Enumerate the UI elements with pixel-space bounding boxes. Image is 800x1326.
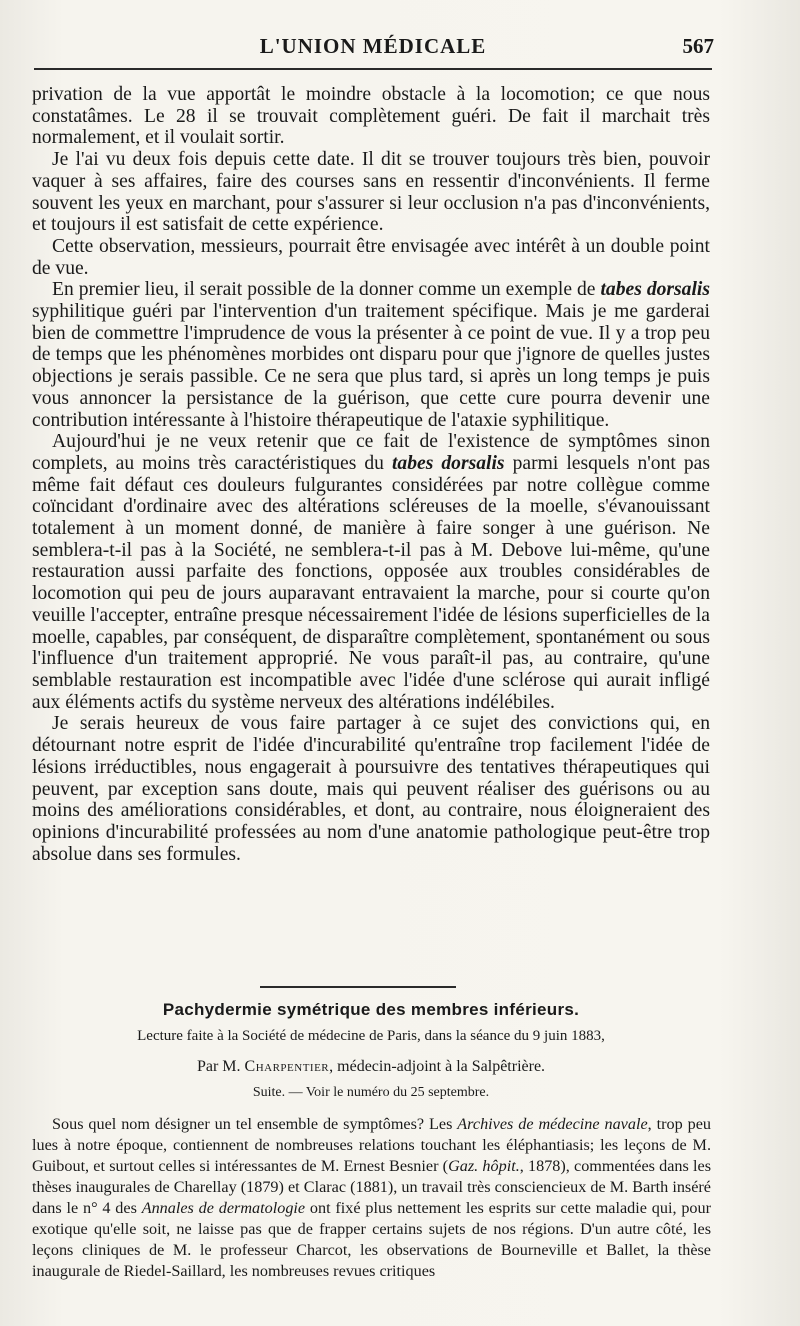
continuation-note: Suite. — Voir le numéro du 25 septembre. bbox=[252, 1085, 490, 1100]
paragraph bbox=[32, 431, 710, 713]
italic-term: Annales de dermatologie bbox=[141, 1199, 306, 1217]
paragraph bbox=[32, 1114, 711, 1282]
italic-term: Gaz. hôpit. bbox=[448, 1157, 520, 1175]
text-span: , trop peu lues à notre époque, contiennent de nombreuses relations touchant les éléphantiasis; les leçons de M. Guibout, et surtout celles si intéressantes de M. Ernest Besnier ( bbox=[32, 1115, 711, 1175]
italic-term: Archives de médecine navale bbox=[457, 1115, 648, 1133]
paragraph: Cette observation, messieurs, pourrait être envisagée avec intérêt à un double point de vue. bbox=[32, 235, 710, 279]
text-span: , 1878), commentées dans les thèses inaugurales de Charellay (1879) et Clarac (1881), un travail très consciencieux de M. Barth inséré dans le n° 4 des bbox=[32, 1157, 711, 1217]
text-span: En premier lieu, il serait possible de la donner comme un exemple de bbox=[52, 279, 601, 301]
text-span: ont fixé plus nettement les esprits sur cette maladie qui, pour exotique qu'elle soit, ne laisse pas que de frapper certains sujets de nos régions. D'un autre côté, les leçons cliniques de M. le professeur Charcot, les observations de Bourneville et Ballet, la thèse inaugurale de Riedel-Saillard, les nombreuses revues critiques bbox=[32, 1199, 711, 1280]
text-span: Sous quel nom désigner un tel ensemble de symptômes? Les bbox=[52, 1115, 458, 1133]
author-name: Charpentier bbox=[244, 1058, 330, 1075]
text-span: parmi lesquels n'ont pas même fait défaut ces douleurs fulgurantes considérées par notre collègue comme coïncidant d'ordinaire avec des altérations scléreuses de la moelle, s'évanouissant totalement à un moment donné, de manière à faire songer à une guérison. Ne semblera-t-il pas à la Société, ne semblera-t-il pas à M. Debove lui-même, qu'une restauration aussi parfaite des fonctions, opposée aux troubles considérables de locomotion qui peu de jours auparavant entravaient la marche, pour si courte qu'on veuille l'accepter, entraîne presque nécessairement l'idée de lésions superficielles de la moelle, capables, par conséquent, de disparaître complètement, spontanément ou sous l'influence d'un traitement approprié. Ne vous paraît-il pas, au contraire, qu'une semblable restauration est incompatible avec l'idée d'une sclérose qui aurait infligé aux éléments actifs du système nerveux des altérations indélébiles. bbox=[32, 452, 710, 713]
main-text bbox=[32, 84, 710, 865]
author-prefix: Par M. bbox=[196, 1058, 245, 1075]
paragraph: privation de la vue apportât le moindre obstacle à la locomotion; ce que nous constatâmes. Le 28 il se trouvait complètement guéri. De fait il marchait très normalement, et il voulait sortir. bbox=[32, 84, 710, 149]
italic-term: tabes dorsalis bbox=[391, 452, 505, 474]
running-title: L'UNION MÉDICALE bbox=[259, 34, 487, 58]
text-span: Aujourd'hui je ne veux retenir que ce fait de l'existence de symptômes sinon complets, au moins très caractéristiques du bbox=[32, 431, 710, 474]
page-header bbox=[34, 34, 712, 64]
paragraph: Je serais heureux de vous faire partager à ce sujet des convictions qui, en détournant notre esprit de l'idée d'incurabilité qu'entraîne trop facilement l'idée de lésions irréductibles, nous engagerait à poursuivre des tentatives thérapeutiques qui peuvent, par exception sans doute, mais qui peuvent réaliser des guérisons ou au moins des améliorations considérables, et dont, au contraire, nous éloigneraient des opinions d'incurabilité professées au nom d'une anatomie pathologique peut-être trop absolue dans ses formules. bbox=[32, 713, 710, 865]
author-line bbox=[32, 1058, 710, 1076]
author-suffix: , médecin-adjoint à la Salpêtrière. bbox=[329, 1058, 546, 1075]
article-body bbox=[32, 1114, 711, 1282]
reading-note: Lecture faite à la Société de médecine de Paris, dans la séance du 9 juin 1883, bbox=[137, 1028, 605, 1044]
italic-term: tabes dorsalis bbox=[600, 279, 710, 301]
page-number: 567 bbox=[682, 34, 714, 58]
paragraph bbox=[32, 279, 710, 431]
paragraph: Je l'ai vu deux fois depuis cette date. Il dit se trouver toujours très bien, pouvoir vaquer à ses affaires, faire des courses sans en ressentir d'inconvénients. Il ferme souvent les yeux en marchant, pour s'assurer si leur occlusion n'a pas d'inconvénients, et toujours il est satisfait de cette expérience. bbox=[32, 149, 710, 236]
section-divider bbox=[260, 986, 456, 988]
article-title: Pachydermie symétrique des membres inférieurs. bbox=[162, 1000, 580, 1019]
text-span: syphilitique guéri par l'intervention d'un traitement spécifique. Mais je me garderai bien de commettre l'imprudence de vous la présenter à ce point de vue. Il y a trop peu de temps que les phénomènes morbides ont disparu pour que j'ignore de quelles justes objections je serais passible. Ce ne sera que plus tard, si après un long temps je puis vous annoncer la persistance de la guérison, que cette cure pourra devenir une contribution intéressante à l'histoire thérapeutique de l'ataxie syphilitique. bbox=[32, 301, 710, 431]
header-rule bbox=[34, 68, 712, 70]
